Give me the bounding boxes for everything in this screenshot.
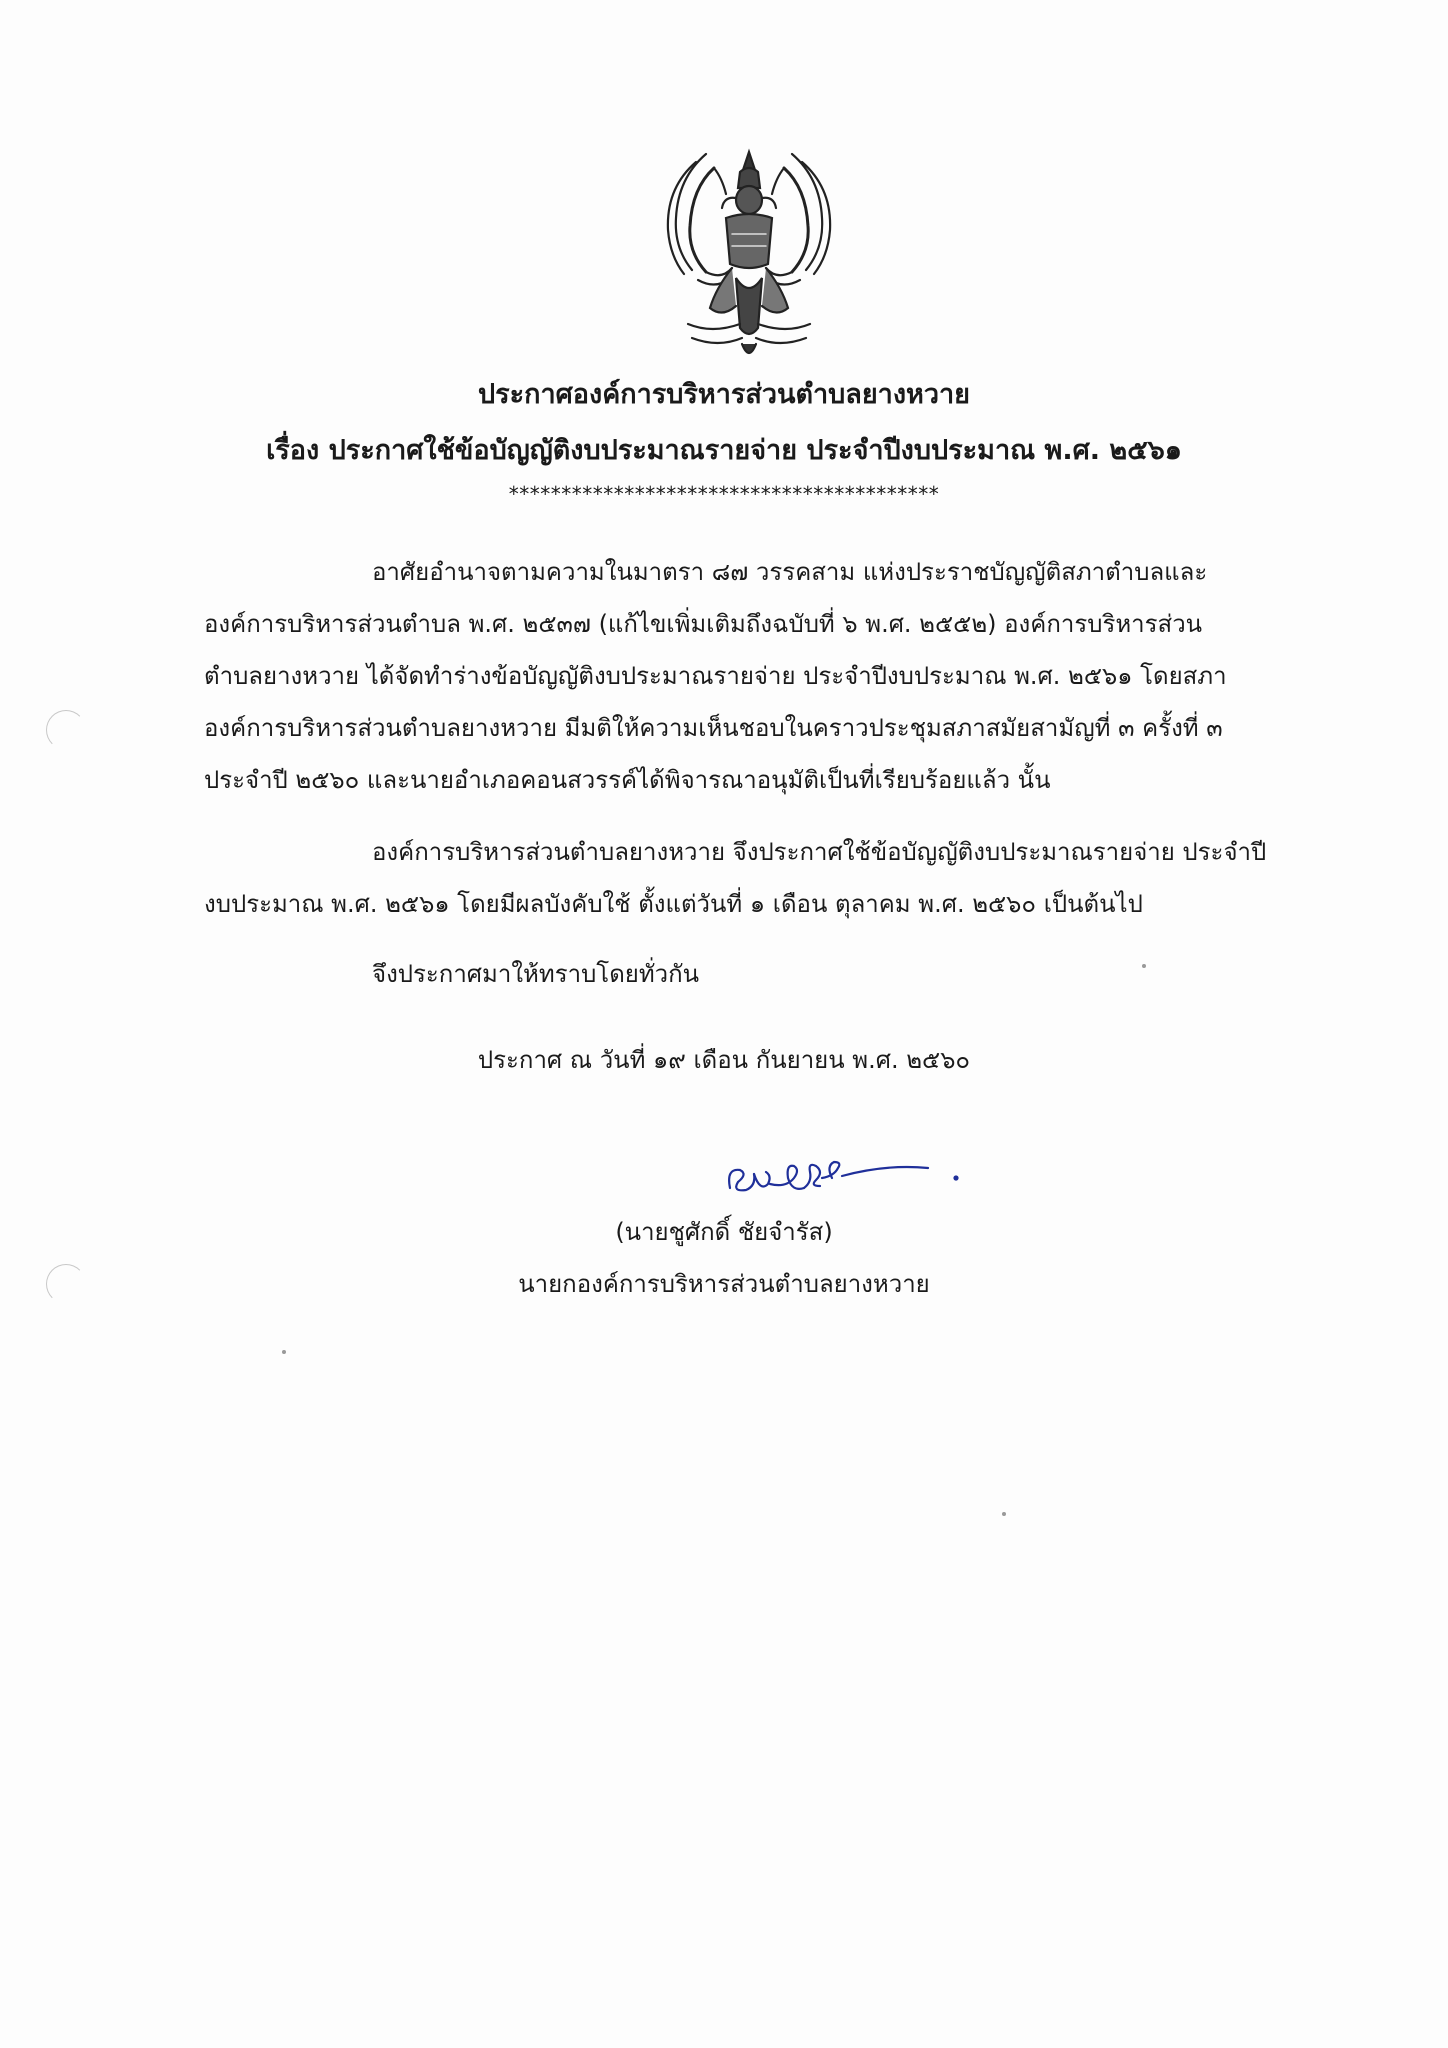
signatory-title: นายกองค์การบริหารส่วนตำบลยางหวาย	[518, 1270, 930, 1298]
paragraph2-line-1: องค์การบริหารส่วนตำบลยางหวาย จึงประกาศใช้ข้อบัญญัติงบประมาณรายจ่าย ประจำปี	[372, 838, 1267, 866]
handwritten-signature	[716, 1148, 972, 1212]
scan-speck	[282, 1350, 286, 1354]
signatory-name: (นายชูศักดิ์ ชัยจำรัส)	[615, 1218, 833, 1246]
paragraph2-line-2: งบประมาณ พ.ศ. ๒๕๖๑ โดยมีผลบังคับใช้ ตั้งแต่วันที่ ๑ เดือน ตุลาคม พ.ศ. ๒๕๖๐ เป็นต้นไป	[204, 890, 1143, 918]
paragraph1-line-2: องค์การบริหารส่วนตำบล พ.ศ. ๒๕๓๗ (แก้ไขเพิ่มเติมถึงฉบับที่ ๖ พ.ศ. ๒๕๕๒) องค์การบริหารส่วน	[204, 610, 1203, 638]
scan-speck	[1142, 964, 1146, 968]
title-separator: *****************************************	[508, 482, 940, 506]
paragraph1-line-4: องค์การบริหารส่วนตำบลยางหวาย มีมติให้ความเห็นชอบในคราวประชุมสภาสมัยสามัญที่ ๓ ครั้งที่ ๓	[204, 714, 1223, 742]
paragraph1-line-3: ตำบลยางหวาย ได้จัดทำร่างข้อบัญญัติงบประมาณรายจ่าย ประจำปีงบประมาณ พ.ศ. ๒๕๖๑ โดยสภา	[204, 662, 1227, 690]
paragraph1-line-1: อาศัยอำนาจตามความในมาตรา ๘๗ วรรคสาม แห่งประราชบัญญัติสภาตำบลและ	[372, 558, 1208, 586]
announcement-title: ประกาศองค์การบริหารส่วนตำบลยางหวาย	[478, 379, 970, 410]
punch-hole-mark	[46, 1264, 86, 1304]
closing-statement: จึงประกาศมาให้ทราบโดยทั่วกัน	[372, 960, 700, 988]
scan-speck	[1002, 1512, 1006, 1516]
punch-hole-mark	[46, 710, 86, 750]
announcement-subject: เรื่อง ประกาศใช้ข้อบัญญัติงบประมาณรายจ่าย ประจำปีงบประมาณ พ.ศ. ๒๕๖๑	[266, 435, 1182, 466]
garuda-emblem-icon	[652, 148, 846, 364]
paragraph1-line-5: ประจำปี ๒๕๖๐ และนายอำเภอคอนสวรรค์ได้พิจารณาอนุมัติเป็นที่เรียบร้อยแล้ว นั้น	[204, 766, 1051, 794]
announcement-date: ประกาศ ณ วันที่ ๑๙ เดือน กันยายน พ.ศ. ๒๕๖๐	[477, 1046, 971, 1074]
